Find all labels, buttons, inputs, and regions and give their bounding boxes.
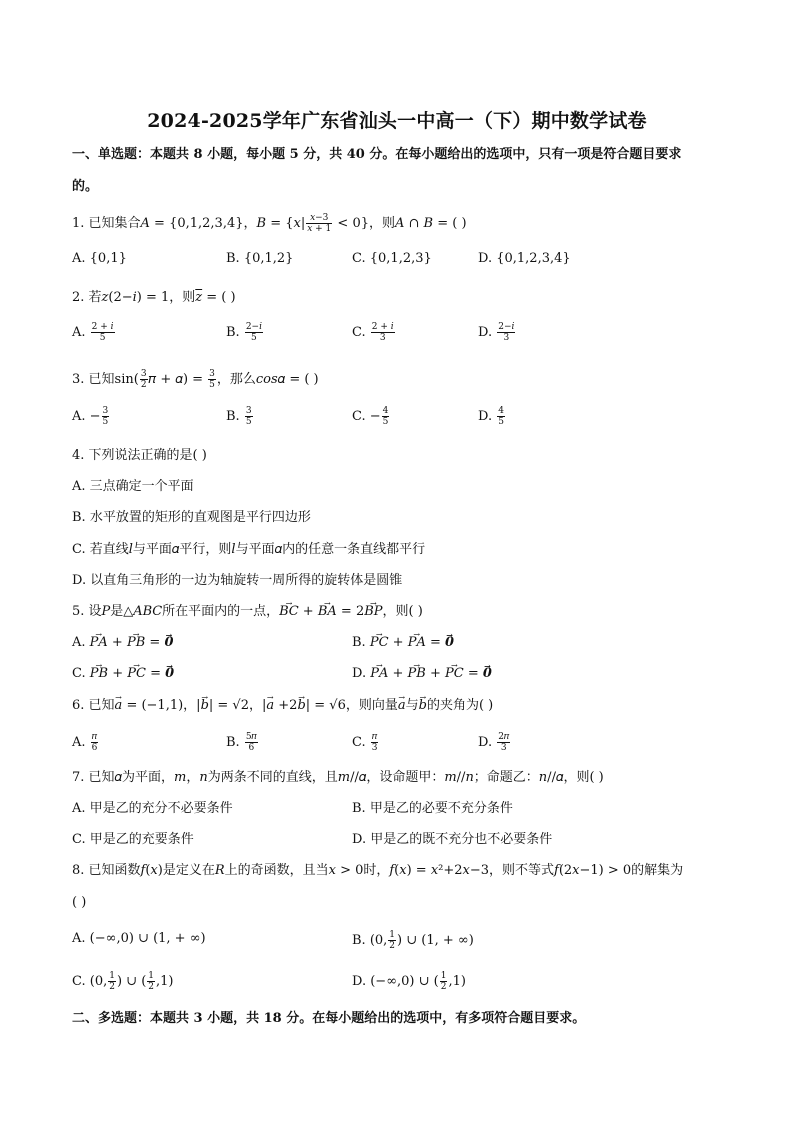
q1-option-a: A. {0,1} <box>72 251 127 266</box>
q7-option-c: C. 甲是乙的充要条件 <box>72 832 194 847</box>
q8-option-a: A. (−∞,0) ∪ (1, + ∞) <box>72 931 206 946</box>
q4-option-a: A. 三点确定一个平面 <box>72 479 194 494</box>
q2-option-d: D. $\frac{\text{2−𝑖}}{3}$ <box>478 322 515 343</box>
q6-option-c: C. $\frac{\text{𝜋}}{3}$ <box>352 732 378 753</box>
q3-option-d: D. $\frac{4}{5}$ <box>478 406 504 427</box>
q3-option-b: B. $\frac{3}{5}$ <box>226 406 252 427</box>
q3-option-a: A. − $\frac{3}{5}$ <box>72 406 109 427</box>
q4-option-c: C. 若直线𝑙与平面𝛼平行，则𝑙与平面𝛼内的任意一条直线都平行 <box>72 542 426 557</box>
q7-option-d: D. 甲是乙的既不充分也不必要条件 <box>352 832 553 847</box>
q1-option-d: D. {0,1,2,3,4} <box>478 251 571 266</box>
q5-option-c: C. → 𝑃𝐵 + → 𝑃𝐶 = → 0 <box>72 665 174 683</box>
q7-option-b: B. 甲是乙的必要不充分条件 <box>352 801 513 816</box>
q7-option-a: A. 甲是乙的充分不必要条件 <box>72 801 233 816</box>
q2-option-b: B. $\frac{\text{2−𝑖}}{5}$ <box>226 322 262 343</box>
question-7-stem: 7. 已知𝛼为平面，𝑚，𝑛为两条不同的直线，且𝑚//𝛼，设命题甲：𝑚//𝑛；命题乙：𝑛//𝛼，则( ) <box>72 770 604 785</box>
q2-option-a: A. $\frac{\text{2 + 𝑖}}{5}$ <box>72 322 114 343</box>
q8-option-d: D. (−∞,0) ∪ ( $\frac{1}{2}$ ,1) <box>352 971 466 992</box>
q8-option-c: C. (0, $\frac{1}{2}$ ) ∪ ( $\frac{1}{2}$ ,1) <box>72 971 174 992</box>
q1-option-b: B. {0,1,2} <box>226 251 294 266</box>
q6-option-b: B. $\frac{\text{5𝜋}}{6}$ <box>226 732 257 753</box>
q6-option-a: A. $\frac{\text{𝜋}}{6}$ <box>72 732 98 753</box>
q8-option-b: B. (0, $\frac{1}{2}$ ) ∪ (1, + ∞) <box>352 930 474 951</box>
question-6-stem: 6. 已知→ 𝑎 = (−1,1)，|→ 𝑏| = √2，|→ 𝑎 +2→ 𝑏| = √6，则向量→ 𝑎与→ 𝑏的夹角为( ) <box>72 697 493 715</box>
q2-option-c: C. $\frac{\text{2 + 𝑖}}{3}$ <box>352 322 394 343</box>
question-2-stem: 2. 若𝑧(2−𝑖) = 1，则𝑧 = ( ) <box>72 290 236 305</box>
q4-option-d: D. 以直角三角形的一边为轴旋转一周所得的旋转体是圆锥 <box>72 573 403 588</box>
question-1-stem: 1. 已知集合𝐴 = {0,1,2,3,4}，𝐵 = {𝑥| $\frac{\text{𝑥−3}}{\text{𝑥 + 1}}$ < 0}，则𝐴 ∩ 𝐵 = ( ) <box>72 213 467 234</box>
q1-option-c: C. {0,1,2,3} <box>352 251 432 266</box>
question-3-stem: 3. 已知sin( $\frac{3}{2}$ 𝜋 + 𝛼) = $\frac{3}{5}$ ，那么𝑐𝑜𝑠𝛼 = ( ) <box>72 369 319 390</box>
q5-option-d: D. → 𝑃𝐴 + → 𝑃𝐵 + → 𝑃𝐶 = → 0 <box>352 665 492 683</box>
section-2-heading: 二、多选题：本题共 3 小题，共 18 分。在每小题给出的选项中，有多项符合题目要求。 <box>72 1011 586 1026</box>
question-5-stem: 5. 设𝑃是△𝐴𝐵𝐶所在平面内的一点，→ 𝐵𝐶 + → 𝐵𝐴 = 2→ 𝐵𝑃，则( ) <box>72 603 423 621</box>
q5-option-b: B. → 𝑃𝐶 + → 𝑃𝐴 = → 0 <box>352 634 454 652</box>
q5-option-a: A. → 𝑃𝐴 + → 𝑃𝐵 = → 0 <box>72 634 174 652</box>
question-8-stem-cont: ( ) <box>72 895 87 910</box>
section-1-heading-cont: 的。 <box>72 179 99 194</box>
question-4-stem: 4. 下列说法正确的是( ) <box>72 448 207 463</box>
q3-option-c: C. − $\frac{4}{5}$ <box>352 406 389 427</box>
page-title: 2024-2025学年广东省汕头一中高一（下）期中数学试卷 <box>147 110 647 132</box>
q4-option-b: B. 水平放置的矩形的直观图是平行四边形 <box>72 510 311 525</box>
question-8-stem: 8. 已知函数𝑓(𝑥)是定义在𝑅上的奇函数，且当𝑥 > 0时，𝑓(𝑥) = 𝑥²+2𝑥−3，则不等式𝑓(2𝑥−1) > 0的解集为 <box>72 863 684 878</box>
fraction: $\frac{\text{𝑥−3}}{\text{𝑥 + 1}}$ <box>307 213 332 234</box>
section-1-heading: 一、单选题：本题共 8 小题，每小题 5 分，共 40 分。在每小题给出的选项中，只有一项是符合题目要求 <box>72 147 682 162</box>
q6-option-d: D. $\frac{\text{2𝜋}}{3}$ <box>478 732 510 753</box>
